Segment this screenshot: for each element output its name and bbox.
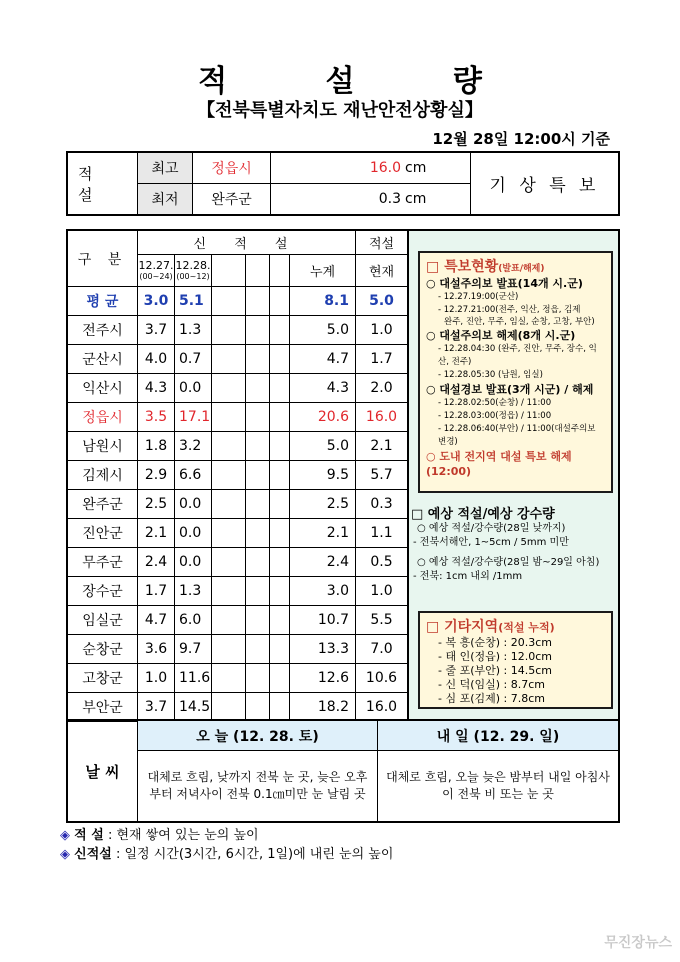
- header-empty-1: [212, 255, 246, 287]
- region-cell: 장수군: [68, 577, 138, 606]
- empty-cell: [270, 316, 290, 345]
- empty-cell: [270, 432, 290, 461]
- table-row: [68, 287, 408, 316]
- total-cell: 18.2: [290, 693, 356, 722]
- other-item: - 심 포(김제) : 7.8cm: [438, 692, 546, 705]
- header-current: [356, 255, 408, 287]
- current-cell: 2.1: [356, 432, 408, 461]
- empty-cell: [212, 519, 246, 548]
- snow-1228-cell: 3.2: [175, 432, 212, 461]
- col2-date: 12.28.: [175, 258, 211, 272]
- current-cell: 16.0: [356, 693, 408, 722]
- empty-cell: [212, 548, 246, 577]
- weather-tomorrow-body: 대체로 흐림, 오늘 늦은 밤부터 내일 아침사이 전북 비 또는 눈 곳: [386, 770, 610, 801]
- other-regions-box: [418, 611, 613, 709]
- empty-cell: [270, 664, 290, 693]
- footnote-label: 적 설: [74, 828, 104, 843]
- col-current-label: 현재: [368, 265, 395, 280]
- snow-1228-cell: 0.0: [175, 519, 212, 548]
- snow-1227-cell: 2.1: [138, 519, 175, 548]
- advisory-line: - 12.27.19:00(군산): [438, 292, 519, 302]
- current-cell: 5.0: [356, 287, 408, 316]
- current-cell: 0.5: [356, 548, 408, 577]
- other-item: - 복 흥(순창) : 20.3cm: [438, 636, 553, 649]
- empty-cell: [270, 374, 290, 403]
- advisory-line: - 12.28.05:30 (남원, 임실): [438, 370, 543, 380]
- empty-cell: [212, 577, 246, 606]
- empty-cell: [212, 461, 246, 490]
- current-cell: 1.0: [356, 316, 408, 345]
- total-cell: 5.0: [290, 432, 356, 461]
- header-accum: 적설: [356, 231, 408, 255]
- advisory-heading-text: □ 특보현황: [426, 259, 499, 275]
- snow-1227-cell: 1.7: [138, 577, 175, 606]
- empty-cell: [270, 693, 290, 722]
- footnote-new-snow: [60, 845, 393, 864]
- snow-1228-cell: 9.7: [175, 635, 212, 664]
- snow-1228-cell: 6.0: [175, 606, 212, 635]
- header-total: [290, 255, 356, 287]
- empty-cell: [246, 403, 270, 432]
- current-cell: 1.0: [356, 577, 408, 606]
- min-value: 0.3: [378, 191, 401, 207]
- weather-box: [66, 721, 620, 823]
- region-cell: 김제시: [68, 461, 138, 490]
- table-row: [68, 606, 408, 635]
- page-subtitle: 【전북특별자치도 재난안전상황실】: [197, 100, 483, 121]
- table-row: [68, 548, 408, 577]
- snow-1227-cell: 2.9: [138, 461, 175, 490]
- empty-cell: [246, 461, 270, 490]
- empty-cell: [212, 606, 246, 635]
- other-item: - 줄 포(부안) : 14.5cm: [438, 664, 553, 677]
- col1-date: 12.27.: [138, 258, 174, 272]
- summary-max-row: [138, 153, 470, 184]
- empty-cell: [270, 548, 290, 577]
- empty-cell: [246, 287, 270, 316]
- empty-cell: [212, 693, 246, 722]
- advisory-line: - 12.28.06:40(부안) / 11:00(대설주의보 변경): [438, 424, 596, 447]
- total-cell: 12.6: [290, 664, 356, 693]
- total-cell: 2.1: [290, 519, 356, 548]
- snow-1228-cell: 1.3: [175, 577, 212, 606]
- forecast-heading: □ 예상 적설/예상 강수량: [411, 507, 555, 522]
- table-row: [68, 519, 408, 548]
- table-row: [68, 345, 408, 374]
- other-heading-text: □ 기타지역: [426, 619, 499, 635]
- total-cell: 5.0: [290, 316, 356, 345]
- snow-1227-cell: 3.5: [138, 403, 175, 432]
- empty-cell: [246, 693, 270, 722]
- region-cell: 군산시: [68, 345, 138, 374]
- total-cell: 10.7: [290, 606, 356, 635]
- empty-cell: [246, 606, 270, 635]
- region-cell: 순창군: [68, 635, 138, 664]
- snow-1228-cell: 1.3: [175, 316, 212, 345]
- summary-label: 적 설: [68, 153, 138, 214]
- col2-time: (00~12): [176, 271, 210, 281]
- snow-1227-cell: 4.3: [138, 374, 175, 403]
- total-cell: 9.5: [290, 461, 356, 490]
- col1-time: (00~24): [139, 271, 173, 281]
- current-cell: 16.0: [356, 403, 408, 432]
- current-cell: 0.3: [356, 490, 408, 519]
- table-row: [68, 374, 408, 403]
- other-heading: [426, 616, 605, 636]
- snow-1228-cell: 14.5: [175, 693, 212, 722]
- snow-1228-cell: 5.1: [175, 287, 212, 316]
- table-row: [68, 577, 408, 606]
- region-cell: 진안군: [68, 519, 138, 548]
- current-cell: 10.6: [356, 664, 408, 693]
- region-cell: 정읍시: [68, 403, 138, 432]
- snow-1227-cell: 3.7: [138, 316, 175, 345]
- empty-cell: [246, 664, 270, 693]
- snow-1227-cell: 4.7: [138, 606, 175, 635]
- empty-cell: [212, 287, 246, 316]
- region-cell: 무주군: [68, 548, 138, 577]
- empty-cell: [270, 490, 290, 519]
- snow-1228-cell: 0.7: [175, 345, 212, 374]
- advisory-line: ○ 도내 전지역 대설 특보 해제(12:00): [426, 450, 572, 478]
- advisory-line: ○ 대설주의보 발표(14개 시.군): [426, 277, 583, 290]
- diamond-icon: ◈: [60, 828, 70, 843]
- header-col1: [138, 255, 175, 287]
- forecast-line: - 전북서해안, 1~5cm / 5mm 미만: [413, 537, 569, 548]
- snowfall-table: [66, 229, 620, 721]
- advisory-status-box: [418, 251, 613, 493]
- watermark-logo: 무진장뉴스: [604, 935, 672, 951]
- footnote-snow: [60, 826, 393, 845]
- snow-1227-cell: 4.0: [138, 345, 175, 374]
- total-cell: 13.3: [290, 635, 356, 664]
- empty-cell: [212, 403, 246, 432]
- footnote-label: 신적설: [74, 847, 112, 862]
- empty-cell: [212, 345, 246, 374]
- forecast-line: ○ 예상 적설/강수량(28일 밤~29일 아침): [417, 557, 600, 568]
- total-cell: 3.0: [290, 577, 356, 606]
- weather-today: [138, 721, 378, 821]
- empty-cell: [212, 316, 246, 345]
- col-total-label: 누계: [309, 265, 336, 280]
- advisory-line: ○ 대설경보 발표(3개 시군) / 해제: [426, 383, 594, 396]
- empty-cell: [246, 432, 270, 461]
- min-label: 최저: [138, 184, 193, 214]
- advisory-line: 완주, 진안, 무주, 임실, 순창, 고창, 부안): [444, 317, 595, 327]
- region-cell: 부안군: [68, 693, 138, 722]
- snow-1227-cell: 3.7: [138, 693, 175, 722]
- other-item: - 신 덕(임실) : 8.7cm: [438, 678, 546, 691]
- empty-cell: [212, 635, 246, 664]
- region-cell: 완주군: [68, 490, 138, 519]
- advisory-line: - 12.27.21:00(전주, 익산, 정읍, 김제: [438, 305, 581, 315]
- total-cell: 8.1: [290, 287, 356, 316]
- total-cell: 2.5: [290, 490, 356, 519]
- snow-1227-cell: 3.0: [138, 287, 175, 316]
- region-cell: 남원시: [68, 432, 138, 461]
- empty-cell: [270, 403, 290, 432]
- snow-1228-cell: 0.0: [175, 374, 212, 403]
- snow-1228-cell: 6.6: [175, 461, 212, 490]
- total-cell: 2.4: [290, 548, 356, 577]
- snow-1228-cell: 0.0: [175, 548, 212, 577]
- page-title: 적 설 량: [198, 64, 526, 99]
- advisory-heading: [426, 256, 605, 276]
- header-new-snow: 신 적 설: [138, 231, 356, 255]
- region-cell: 고창군: [68, 664, 138, 693]
- empty-cell: [212, 664, 246, 693]
- empty-cell: [270, 606, 290, 635]
- advisory-line: ○ 대설주의보 해제(8개 시.군): [426, 329, 576, 342]
- snow-1227-cell: 2.5: [138, 490, 175, 519]
- snow-summary-box: [66, 151, 620, 216]
- region-cell: 전주시: [68, 316, 138, 345]
- snow-1227-cell: 1.8: [138, 432, 175, 461]
- snow-1228-cell: 17.1: [175, 403, 212, 432]
- advisory-line: - 12.28.03:00(정읍) / 11:00: [438, 411, 552, 421]
- info-panel: [408, 231, 618, 719]
- footnotes: [60, 826, 393, 864]
- empty-cell: [246, 345, 270, 374]
- total-cell: 4.7: [290, 345, 356, 374]
- weather-today-body: 대체로 흐림, 낮까지 전북 눈 곳, 늦은 오후부터 저녁사이 전북 0.1㎝미만 눈 날림 곳: [147, 770, 368, 801]
- other-item: - 태 인(정읍) : 12.0cm: [438, 650, 553, 663]
- snow-1227-cell: 1.0: [138, 664, 175, 693]
- region-cell: 임실군: [68, 606, 138, 635]
- current-cell: 7.0: [356, 635, 408, 664]
- table-row: [68, 316, 408, 345]
- summary-min-row: [138, 184, 470, 214]
- empty-cell: [270, 345, 290, 374]
- region-cell: 평 균: [68, 287, 138, 316]
- weather-today-head: 오 늘 (12. 28. 토): [138, 721, 377, 751]
- empty-cell: [212, 432, 246, 461]
- snow-1228-cell: 11.6: [175, 664, 212, 693]
- advisory-label: 기 상 특 보: [470, 153, 618, 214]
- empty-cell: [270, 287, 290, 316]
- snow-1227-cell: 2.4: [138, 548, 175, 577]
- empty-cell: [246, 519, 270, 548]
- header-empty-3: [270, 255, 290, 287]
- current-cell: 2.0: [356, 374, 408, 403]
- current-cell: 1.7: [356, 345, 408, 374]
- min-region: 완주군: [193, 184, 271, 214]
- max-value: 16.0: [369, 160, 401, 176]
- weather-label: 날 씨: [68, 721, 138, 821]
- forecast-section: [411, 503, 617, 584]
- min-unit: cm: [405, 191, 427, 207]
- empty-cell: [270, 577, 290, 606]
- empty-cell: [212, 490, 246, 519]
- table-row: [68, 635, 408, 664]
- base-date: 12월 28일 12:00시 기준: [432, 130, 610, 148]
- table-row: [68, 490, 408, 519]
- forecast-line: ○ 예상 적설/강수량(28일 낮까지): [417, 523, 566, 534]
- weather-tomorrow: [378, 721, 618, 821]
- empty-cell: [246, 316, 270, 345]
- other-heading-suffix: (적설 누적): [498, 621, 555, 634]
- snow-1228-cell: 0.0: [175, 490, 212, 519]
- current-cell: 1.1: [356, 519, 408, 548]
- weather-tomorrow-head: 내 일 (12. 29. 일): [378, 721, 618, 751]
- header-empty-2: [246, 255, 270, 287]
- table-row: [68, 693, 408, 722]
- empty-cell: [270, 635, 290, 664]
- table-row: [68, 403, 408, 432]
- table-row: [68, 432, 408, 461]
- current-cell: 5.5: [356, 606, 408, 635]
- max-label: 최고: [138, 153, 193, 183]
- advisory-line: - 12.28.02:50(순창) / 11:00: [438, 398, 552, 408]
- header-col2: [175, 255, 212, 287]
- empty-cell: [270, 461, 290, 490]
- empty-cell: [270, 519, 290, 548]
- snow-1227-cell: 3.6: [138, 635, 175, 664]
- empty-cell: [212, 374, 246, 403]
- total-cell: 20.6: [290, 403, 356, 432]
- empty-cell: [246, 635, 270, 664]
- empty-cell: [246, 577, 270, 606]
- table-row: [68, 664, 408, 693]
- max-unit: cm: [405, 160, 427, 176]
- footnote-text: : 현재 쌓여 있는 눈의 높이: [107, 828, 259, 843]
- footnote-text: : 일정 시간(3시간, 6시간, 1일)에 내린 눈의 높이: [115, 847, 394, 862]
- diamond-icon: ◈: [60, 847, 70, 862]
- region-cell: 익산시: [68, 374, 138, 403]
- empty-cell: [246, 374, 270, 403]
- header-gubun: 구 분: [68, 231, 138, 287]
- empty-cell: [246, 548, 270, 577]
- table-row: [68, 461, 408, 490]
- total-cell: 4.3: [290, 374, 356, 403]
- advisory-heading-small: (발표/해제): [498, 264, 545, 274]
- forecast-line: - 전북: 1cm 내외 /1mm: [413, 571, 523, 582]
- max-region: 정읍시: [193, 153, 271, 183]
- current-cell: 5.7: [356, 461, 408, 490]
- advisory-line: - 12.28.04:30 (완주, 진안, 무주, 장수, 익산, 전주): [438, 344, 597, 367]
- empty-cell: [246, 490, 270, 519]
